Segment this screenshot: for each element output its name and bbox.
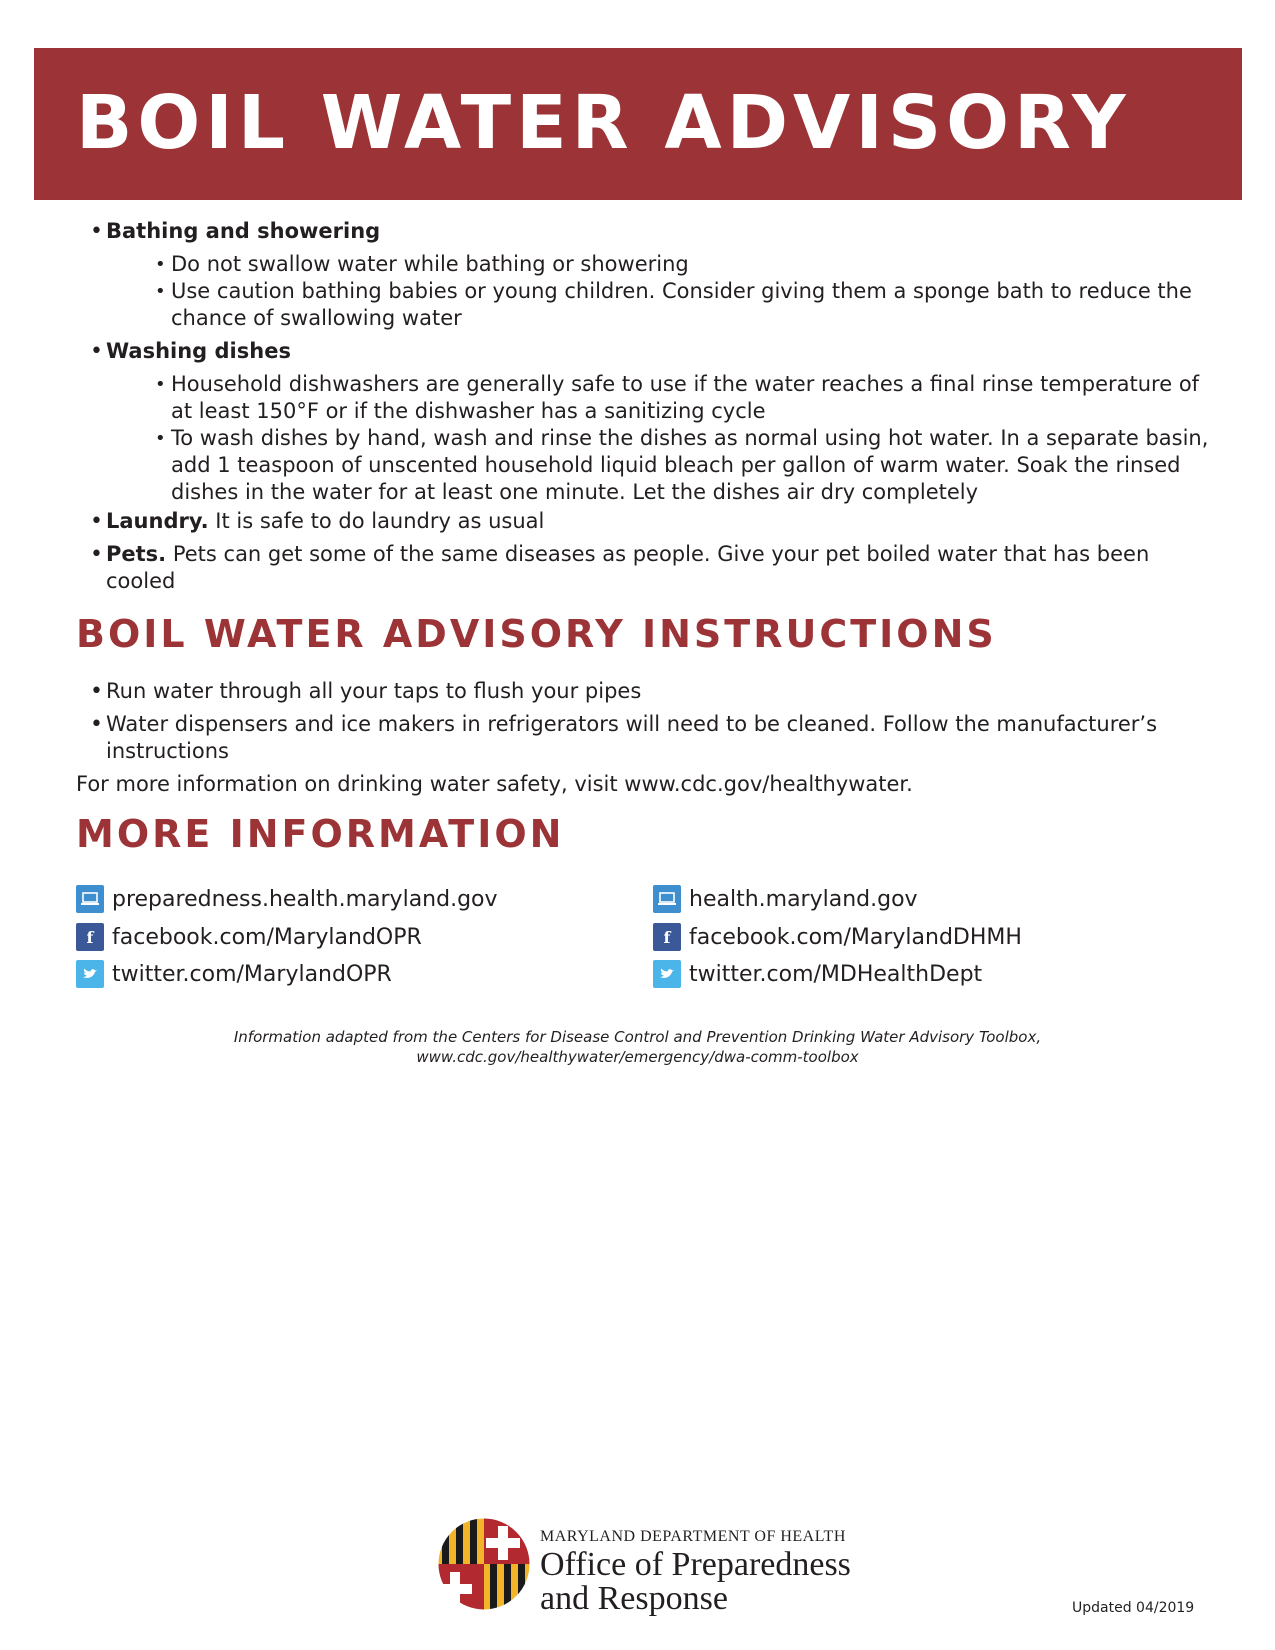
link-twitter-mdhealth[interactable] (653, 960, 982, 988)
list-item: • Run water through all your taps to flush your pipes (76, 678, 1216, 705)
advice-list (76, 218, 1216, 601)
list-item: • Do not swallow water while bathing or showering (106, 251, 1216, 278)
cdc-note: For more information on drinking water safety, visit www.cdc.gov/healthywater. (76, 772, 913, 796)
link-health-maryland[interactable] (653, 885, 918, 913)
page-title: BOIL WATER ADVISORY (76, 80, 1131, 166)
link-facebook-dhmh[interactable] (653, 923, 1022, 951)
department-name: MARYLAND DEPARTMENT OF HEALTH (540, 1528, 846, 1545)
laundry-text: It is safe to do laundry as usual (208, 509, 545, 533)
list-item-pets (76, 541, 1216, 595)
link-text[interactable]: twitter.com/MDHealthDept (689, 961, 983, 987)
org-logo (436, 1516, 856, 1616)
link-text[interactable]: health.maryland.gov (689, 886, 918, 912)
link-text[interactable]: preparedness.health.maryland.gov (112, 886, 498, 912)
list-item-bathing (76, 218, 1216, 332)
updated-date: Updated 04/2019 (1072, 1600, 1195, 1616)
facebook-icon: f (653, 923, 681, 951)
link-text[interactable]: facebook.com/MarylandDHMH (689, 924, 1022, 950)
source-note-line1: Information adapted from the Centers for Disease Control and Prevention Drinking Water Advisory Toolbox, (233, 1028, 1042, 1046)
list-item-laundry (76, 508, 1216, 535)
source-note (0, 1027, 1275, 1067)
list-item-dishes (76, 338, 1216, 506)
office-name-line2: and Response (540, 1580, 728, 1617)
facebook-icon: f (76, 923, 104, 951)
link-twitter-opr[interactable] (76, 960, 392, 988)
link-facebook-opr[interactable] (76, 923, 422, 951)
instructions-list (76, 678, 1216, 798)
computer-icon (76, 885, 104, 913)
more-info-heading: MORE INFORMATION (76, 812, 565, 856)
pets-text: Pets can get some of the same diseases as people. Give your pet boiled water that has been cooled (106, 542, 1150, 593)
computer-icon (653, 885, 681, 913)
link-text[interactable]: facebook.com/MarylandOPR (112, 924, 422, 950)
list-item: • Use caution bathing babies or young children. Consider giving them a sponge bath to reduce the chance of swallowing water (106, 278, 1216, 332)
link-text[interactable]: twitter.com/MarylandOPR (112, 961, 392, 987)
pets-lead: Pets. (106, 542, 167, 566)
laundry-lead: Laundry. (106, 509, 209, 533)
link-preparedness[interactable] (76, 885, 498, 913)
twitter-icon (76, 960, 104, 988)
list-item: • To wash dishes by hand, wash and rinse the dishes as normal using hot water. In a separate basin, add 1 teaspoon of unscented household liquid bleach per gallon of warm water. Soak the rinsed dishes in the water for at least one minute. Let the dishes air dry completely (106, 425, 1216, 506)
list-item: • Water dispensers and ice makers in refrigerators will need to be cleaned. Follow the manufacturer’s instructions (76, 711, 1216, 765)
title-banner (34, 48, 1242, 200)
dishes-heading: Washing dishes (106, 339, 291, 363)
list-item: • Household dishwashers are generally safe to use if the water reaches a final rinse temperature of at least 150°F or if the dishwasher has a sanitizing cycle (106, 371, 1216, 425)
source-note-line2: www.cdc.gov/healthywater/emergency/dwa-comm-toolbox (416, 1048, 859, 1066)
bathing-heading: Bathing and showering (106, 219, 381, 243)
instructions-heading: BOIL WATER ADVISORY INSTRUCTIONS (76, 612, 997, 656)
twitter-icon (653, 960, 681, 988)
office-name-line1: Office of Preparedness (540, 1546, 851, 1583)
maryland-flag-seal-icon (436, 1516, 532, 1612)
